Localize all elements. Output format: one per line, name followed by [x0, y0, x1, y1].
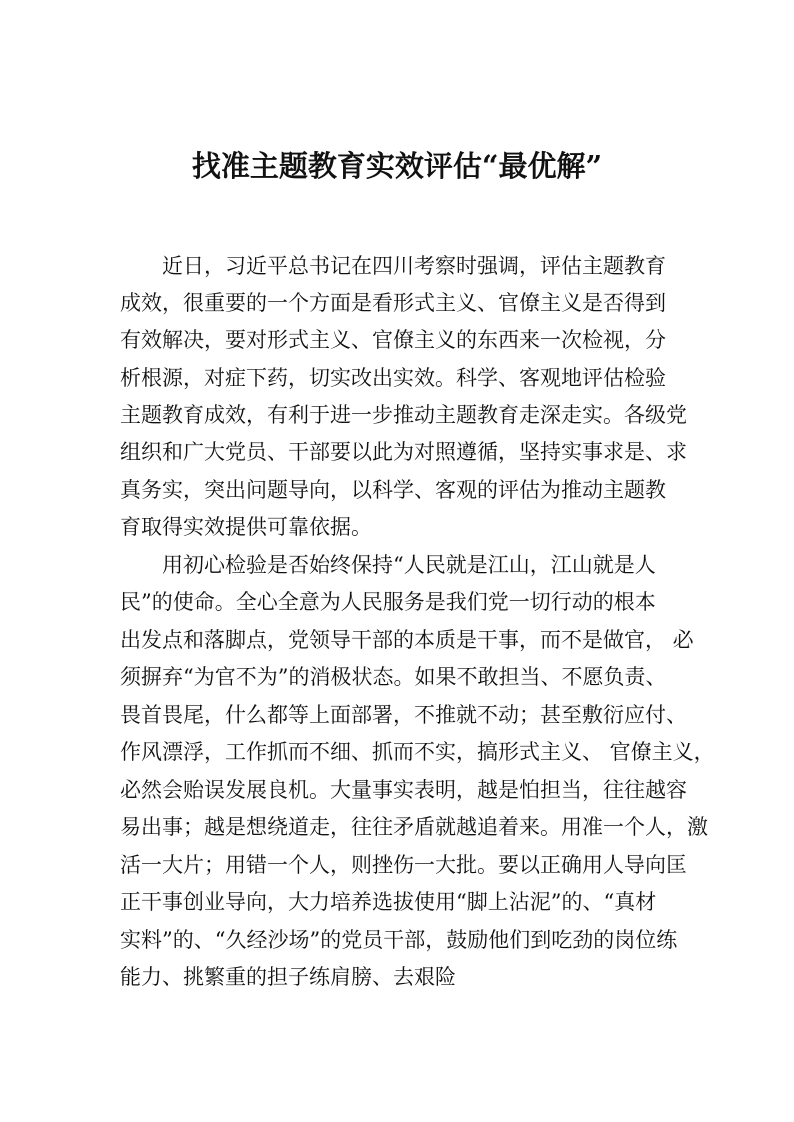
paragraph-2-line: 正干事创业导向，大力培养选拔使用“脚上沾泥”的、“真材	[120, 890, 657, 914]
paragraph-1-line: 主题教育成效，有利于进一步推动主题教育走深走实。各级党	[120, 403, 687, 427]
paragraph-2-line: 活一大片；用错一个人，则挫伤一大批。要以正确用人导向匡	[120, 853, 687, 877]
paragraph-2-line: 实料”的、“久经沙场”的党员干部，鼓励他们到吃劲的岗位练	[120, 928, 678, 952]
paragraph-1-line: 组织和广大党员、干部要以此为对照遵循，坚持实事求是、求	[120, 440, 687, 464]
document-title: 找准主题教育实效评估“最优解”	[191, 149, 603, 183]
paragraph-2-line: 必然会贻误发展良机。大量事实表明，越是怕担当，往往越容	[120, 778, 687, 802]
paragraph-2-line: 易出事；越是想绕道走，往往矛盾就越追着来。用准一个人，激	[120, 815, 708, 839]
paragraph-1-line: 近日，习近平总书记在四川考察时强调，评估主题教育	[162, 254, 666, 278]
paragraph-2-line: 出发点和落脚点，党领导干部的本质是干事，而不是做官， 必	[120, 628, 694, 652]
paragraph-2-line: 须摒弃“为官不为”的消极状态。如果不敢担当、不愿负责、	[120, 665, 667, 689]
paragraph-1-line: 真务实，突出问题导向，以科学、客观的评估为推动主题教	[120, 478, 666, 502]
paragraph-2-line: 民”的使命。全心全意为人民服务是我们党一切行动的根本	[120, 590, 656, 614]
paragraph-2-line: 畏首畏尾，什么都等上面部署，不推就不动；甚至敷衍应付、	[120, 703, 687, 727]
paragraph-2-line: 能力、挑繁重的担子练肩膀、去艰险	[120, 965, 456, 989]
paragraph-2-line: 作风漂浮，工作抓而不细、抓而不实，搞形式主义、 官僚主义，	[120, 740, 715, 764]
paragraph-1-line: 析根源，对症下药，切实改出实效。科学、客观地评估检验	[120, 366, 666, 390]
paragraph-1-line: 有效解决，要对形式主义、官僚主义的东西来一次检视，分	[120, 328, 666, 352]
paragraph-2-line: 用初心检验是否始终保持“人民就是江山，江山就是人	[162, 553, 656, 577]
paragraph-1-line: 育取得实效提供可靠依据。	[120, 515, 372, 539]
paragraph-1-line: 成效，很重要的一个方面是看形式主义、官僚主义是否得到	[120, 291, 666, 315]
